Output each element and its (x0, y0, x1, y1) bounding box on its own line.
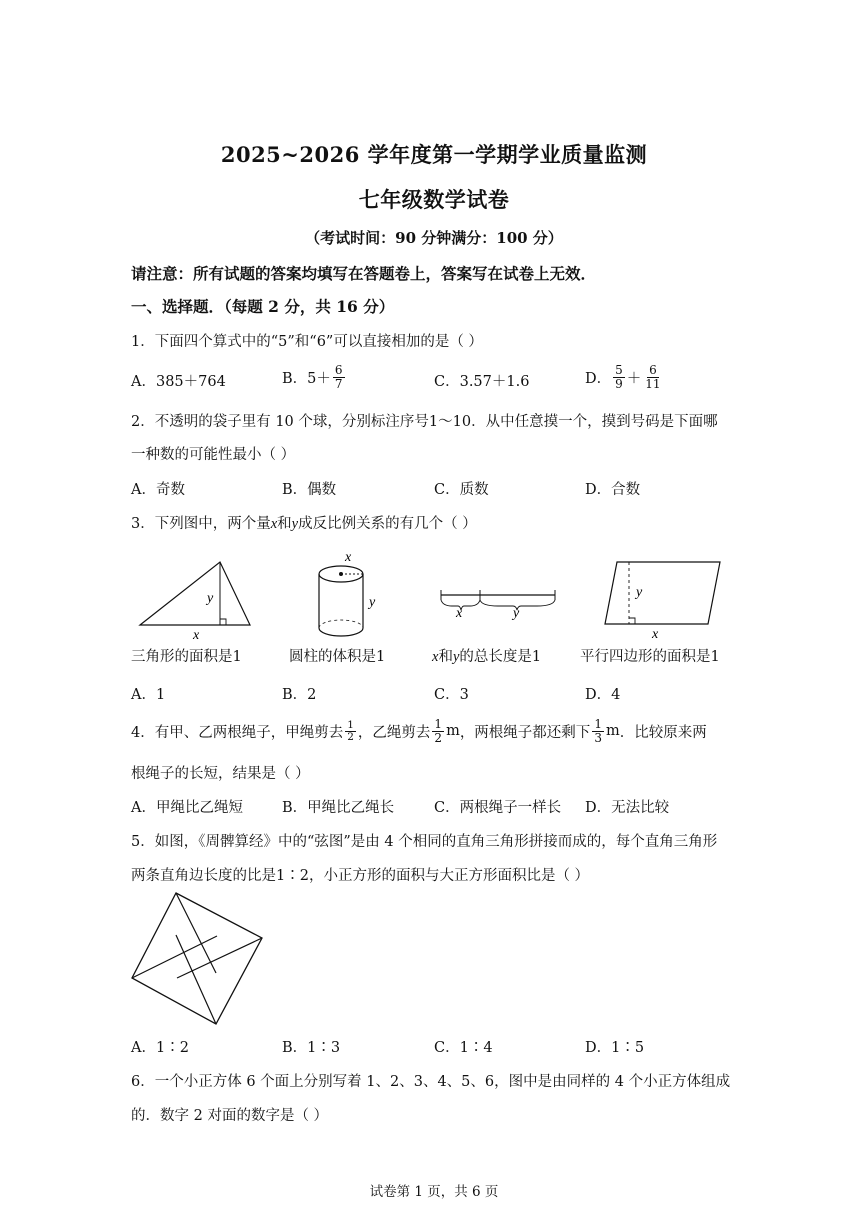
q1-d-plus: ＋ (626, 370, 642, 387)
q4-unit2: m (605, 723, 620, 739)
q4-stem-line2: 根绳子的长短，结果是（ ） (131, 766, 310, 782)
q4-fraction1 (345, 720, 356, 743)
q3-option-d: D．4 (585, 687, 621, 703)
q1-d-fraction2 (643, 364, 662, 391)
q3-option-c: C．3 (434, 687, 469, 703)
q4-fraction3 (592, 718, 604, 745)
segments-figure (441, 590, 555, 621)
q1-option-d (585, 358, 665, 396)
q3-option-b: B．2 (282, 687, 317, 703)
q4-option-c: C．两根绳子一样长 (434, 800, 562, 816)
q1-d-num1: 5 (615, 362, 623, 377)
q4-f3-den: 3 (594, 730, 602, 745)
q4-option-a: A．甲绳比乙绳短 (131, 800, 243, 816)
page-footer: 试卷第 1 页，共 6 页 (369, 1184, 499, 1200)
q5-stem-line1: 5．如图，《周髀算经》中的“弦图”是由 4 个相同的直角三角形拼接而成的，每个直角三角形 (131, 834, 718, 850)
q1-d-label: D． (585, 370, 612, 387)
q1-stem: 1．下面四个算式中的“5”和“6”可以直接相加的是（ ） (131, 334, 483, 350)
q2-option-d: D．合数 (585, 482, 641, 498)
q3-figures (0, 540, 868, 645)
q2-option-b: B．偶数 (282, 482, 337, 498)
q4-f2-den: 2 (434, 730, 443, 745)
section-title-choice: 一、选择题．（每题 2 分，共 16 分） (131, 297, 395, 316)
exam-title: 2025~2026 学年度第一学期学业质量监测 (220, 142, 648, 167)
q4-unit1: m (446, 723, 460, 739)
segment-y-label: y (513, 606, 520, 621)
q4-stem-line1 (131, 713, 707, 749)
q5-option-b: B．1∶3 (282, 1040, 341, 1056)
parallelogram-x-label: x (652, 627, 659, 642)
triangle-x-label: x (193, 628, 200, 643)
q2-stem-line2: 一种数的可能性最小（ ） (131, 447, 296, 463)
q1-b-num: 6 (334, 362, 343, 377)
q3-caption-parallelogram: 平行四边形的面积是1 (580, 649, 720, 665)
q6-stem-line2: 的．数字 2 对面的数字是（ ） (131, 1108, 329, 1124)
q5-option-c: C．1∶4 (434, 1040, 493, 1056)
q3-stem-post: 成反比例关系的有几个（ ） (298, 516, 477, 532)
q4-f1-num: 1 (347, 718, 354, 731)
q4-fraction2 (432, 718, 444, 745)
cylinder-y-label: y (369, 595, 376, 610)
q2-stem-line1: 2．不透明的袋子里有 10 个球，分别标注序号1～10．从中任意摸一个，摸到号码是下面哪 (131, 414, 718, 430)
q6-stem-line1: 6．一个小正方体 6 个面上分别写着 1、2、3、4、5、6，图中是由同样的 4 个小正方体组成 (131, 1074, 731, 1090)
q4-s4: ．比较原来两 (619, 724, 707, 741)
q3-caption-cylinder: 圆柱的体积是1 (289, 649, 386, 665)
q2-option-a: A．奇数 (131, 482, 185, 498)
q5-stem-line2: 两条直角边长度的比是1∶2，小正方形的面积与大正方形面积比是（ ） (131, 868, 590, 884)
cylinder-x-label: x (345, 550, 352, 565)
parallelogram-figure (605, 562, 720, 642)
q3-caption-segments (432, 645, 541, 666)
segment-x-label: x (456, 606, 463, 621)
cylinder-figure (319, 550, 376, 636)
triangle-y-label: y (207, 591, 214, 606)
q4-s3: ，两根绳子都还剩下 (459, 724, 591, 741)
parallelogram-y-label: y (636, 585, 643, 600)
q1-d-fraction1 (613, 364, 625, 391)
q4-option-b: B．甲绳比乙绳长 (282, 800, 395, 816)
q3-cap-y: y (452, 649, 460, 665)
triangle-figure (140, 562, 250, 643)
q4-s1: 4．有甲、乙两根绳子，甲绳剪去 (131, 724, 344, 741)
q4-f1-den: 2 (347, 730, 354, 743)
q5-option-d: D．1∶5 (585, 1040, 645, 1056)
q3-cap-rest: 的总长度是1 (459, 649, 542, 665)
q1-b-label: B． (282, 370, 308, 387)
q5-option-a: A．1∶2 (131, 1040, 189, 1056)
q4-f3-num: 1 (594, 716, 602, 731)
q4-option-d: D．无法比较 (585, 800, 670, 816)
q3-var-x: x (270, 516, 278, 532)
q1-option-c: C．3.57＋1.6 (434, 374, 530, 390)
q1-d-num2: 6 (649, 362, 657, 377)
q1-option-a: A．385＋764 (131, 374, 226, 390)
exam-info: （考试时间：90 分钟满分：100 分） (305, 229, 563, 247)
q1-option-b (282, 360, 347, 394)
notice: 请注意：所有试题的答案均填写在答题卷上，答案写在试卷上无效． (131, 264, 597, 283)
q3-stem (131, 512, 477, 533)
q2-option-c: C．质数 (434, 482, 489, 498)
q3-var-y: y (291, 516, 299, 532)
q1-b-fraction (333, 364, 345, 391)
q3-option-a: A．1 (131, 687, 166, 703)
q3-caption-triangle: 三角形的面积是1 (131, 649, 242, 665)
q1-d-den2: 11 (645, 376, 661, 391)
q3-cap-x: x (432, 649, 439, 665)
q1-d-den1: 9 (615, 376, 623, 391)
q3-stem-mid: 和 (277, 516, 292, 532)
q4-f2-num: 1 (434, 716, 443, 731)
q5-xian-diagram (125, 888, 270, 1033)
q3-stem-pre: 3．下列图中，两个量 (131, 516, 271, 532)
exam-subtitle: 七年级数学试卷 (358, 187, 510, 212)
q3-cap-and: 和 (438, 649, 453, 665)
q4-s2: ，乙绳剪去 (357, 724, 431, 741)
q1-b-int: 5＋ (307, 370, 331, 387)
q1-b-den: 7 (334, 376, 343, 391)
